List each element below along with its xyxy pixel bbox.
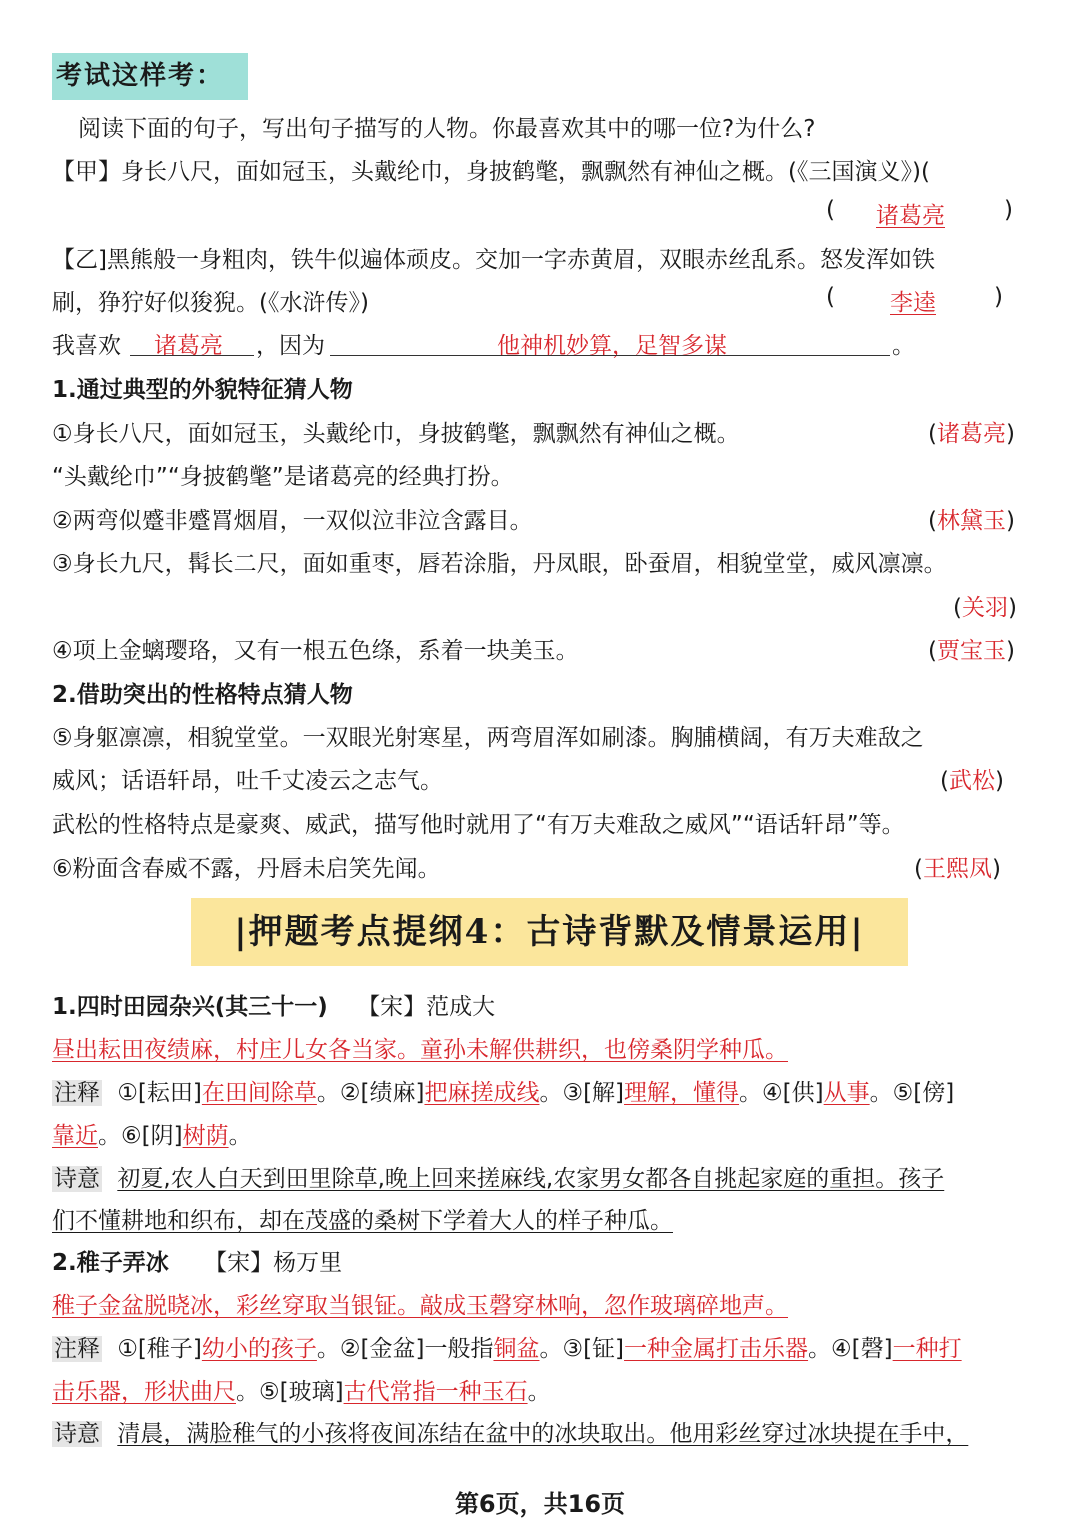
poem1-meaning-line1 xyxy=(52,1160,944,1193)
favorite-prefix: 我喜欢 xyxy=(52,333,121,359)
poem2-notes-line1 xyxy=(52,1330,962,1363)
sec1-title: 1.通过典型的外貌特征猜人物 xyxy=(52,377,353,403)
note-end: 。 xyxy=(527,1379,551,1405)
note-definition: 从事 xyxy=(823,1080,870,1106)
favorite-middle: ，因为 xyxy=(256,333,325,359)
note-term: 。④[磬] xyxy=(808,1336,893,1362)
note-term: 。④[供] xyxy=(739,1080,824,1106)
note-term: 。⑥[阴] xyxy=(98,1123,183,1149)
poem1-notes-line1 xyxy=(52,1074,954,1107)
answer-text: 贾宝玉 xyxy=(936,638,1006,664)
favorite-name: 诸葛亮 xyxy=(154,333,223,359)
note-term: 。⑤[玻璃] xyxy=(236,1379,344,1405)
sec1-item4-answer: (贾宝玉) xyxy=(928,638,1015,664)
sec2-title: 2.借助突出的性格特点猜人物 xyxy=(52,682,353,708)
answer-text: 武松 xyxy=(948,768,995,794)
note-term: 。③[钲] xyxy=(539,1336,625,1362)
exam-header: 考试这样考： xyxy=(52,53,248,100)
meaning-label: 诗意 xyxy=(54,1421,100,1447)
note-definition: 树荫 xyxy=(182,1123,229,1149)
yi-answer-close: ) xyxy=(994,284,1003,310)
note-term: ①[耘田] xyxy=(117,1080,202,1106)
poem2-text: 稚子金盆脱晓冰，彩丝穿取当银钲。敲成玉磬穿林响，忽作玻璃碎地声。 xyxy=(52,1293,788,1319)
favorite-reason-underline xyxy=(330,355,890,356)
answer-text: 关羽 xyxy=(961,595,1008,621)
poem2-notes-line2 xyxy=(52,1373,551,1406)
yi-answer: 李逵 xyxy=(890,290,936,316)
note-definition: 一种打 xyxy=(892,1336,962,1362)
note-term: 。⑤[傍] xyxy=(869,1080,955,1106)
jia-text: 【甲】身长八尺，面如冠玉，头戴纶巾，身披鹤氅，飘飘然有神仙之概。(《三国演义》)( xyxy=(52,159,930,185)
sec1-item1-answer: (诸葛亮) xyxy=(928,421,1015,447)
poem1-author: 【宋】范成大 xyxy=(357,994,496,1020)
note-term: ①[稚子] xyxy=(117,1336,202,1362)
poem2-author: 【宋】杨万里 xyxy=(204,1250,343,1276)
notes-label: 注释 xyxy=(54,1336,100,1362)
answer-text: 林黛玉 xyxy=(936,508,1006,534)
question-text: 阅读下面的句子，写出句子描写的人物。你最喜欢其中的哪一位?为什么? xyxy=(78,116,816,142)
poem1-meaning-line2: 们不懂耕地和织布，却在茂盛的桑树下学着大人的样子种瓜。 xyxy=(52,1208,673,1234)
sec2-item5-line1: ⑤身躯凛凛，相貌堂堂。一双眼光射寒星，两弯眉浑如刷漆。胸脯横阔，有万夫难敌之 xyxy=(52,725,924,751)
poem1-text: 昼出耘田夜绩麻，村庄儿女各当家。童孙未解供耕织，也傍桑阴学种瓜。 xyxy=(52,1037,788,1063)
jia-answer-close: ) xyxy=(1004,197,1013,223)
poem1-title-row xyxy=(52,988,495,1021)
sec2-item6: ⑥粉面含春威不露，丹唇未启笑先闻。 xyxy=(52,856,441,882)
poem1-title: 1.四时田园杂兴(其三十一) xyxy=(52,994,328,1020)
poem2-meaning-line1 xyxy=(52,1415,968,1448)
page-number: 第6页，共16页 xyxy=(454,1490,626,1518)
note-end: 。 xyxy=(228,1123,252,1149)
favorite-end: 。 xyxy=(892,333,915,359)
note-term: 。②[绩麻] xyxy=(316,1080,425,1106)
poem2-title: 2.稚子弄冰 xyxy=(52,1250,169,1276)
favorite-reason: 他神机妙算，足智多谋 xyxy=(497,333,727,359)
note-definition: 在田间除草 xyxy=(201,1080,317,1106)
sec2-item5-answer: (武松) xyxy=(940,768,1004,794)
note-definition: 铜盆 xyxy=(493,1336,540,1362)
note-term: 。②[金盆]一般指 xyxy=(316,1336,494,1362)
note-term: 。③[解] xyxy=(539,1080,625,1106)
meaning-label: 诗意 xyxy=(54,1166,100,1192)
note-definition: 击乐器，形状曲尺 xyxy=(52,1379,236,1405)
note-definition: 理解，懂得 xyxy=(624,1080,740,1106)
jia-answer: 诸葛亮 xyxy=(876,203,945,229)
note-definition: 古代常指一种玉石 xyxy=(343,1379,528,1405)
favorite-name-underline xyxy=(130,355,254,356)
sec1-item3-answer: (关羽) xyxy=(953,595,1017,621)
sec2-item5-line2: 威风；话语轩昂，吐千丈凌云之志气。 xyxy=(52,768,443,794)
note-definition: 幼小的孩子 xyxy=(201,1336,317,1362)
meaning-text: 清晨，满脸稚气的小孩将夜间冻结在盆中的冰块取出。他用彩丝穿过冰块提在手中， xyxy=(117,1421,969,1447)
section-banner: |押题考点提纲4：古诗背默及情景运用| xyxy=(191,898,908,966)
yi-answer-open: ( xyxy=(826,284,835,310)
sec2-item6-answer: (王熙凤) xyxy=(914,856,1001,882)
note-definition: 一种金属打击乐器 xyxy=(624,1336,809,1362)
sec1-item3: ③身长九尺，髯长二尺，面如重枣，唇若涂脂，丹凤眼，卧蚕眉，相貌堂堂，威风凛凛。 xyxy=(52,551,947,577)
yi-line2: 刷，狰狞好似狻猊。(《水浒传》) xyxy=(52,290,369,316)
sec1-item2: ②两弯似蹙非蹙罥烟眉，一双似泣非泣含露目。 xyxy=(52,508,533,534)
answer-text: 王熙凤 xyxy=(922,856,992,882)
poem1-notes-line2 xyxy=(52,1117,252,1150)
sec2-note: 武松的性格特点是豪爽、威武，描写他时就用了“有万夫难敌之威风”“语话轩昂”等。 xyxy=(52,812,905,838)
sec1-item2-answer: (林黛玉) xyxy=(928,508,1015,534)
sec1-item1: ①身长八尺，面如冠玉，头戴纶巾，身披鹤氅，飘飘然有神仙之概。 xyxy=(52,421,740,447)
poem2-title-row xyxy=(52,1244,342,1277)
notes-label: 注释 xyxy=(54,1080,100,1106)
jia-answer-open: ( xyxy=(826,197,835,223)
note-definition: 把麻搓成线 xyxy=(424,1080,540,1106)
sec1-item4: ④项上金螭璎珞，又有一根五色绦，系着一块美玉。 xyxy=(52,638,579,664)
sec1-item1-note: “头戴纶巾”“身披鹤氅”是诸葛亮的经典打扮。 xyxy=(52,464,514,490)
meaning-text: 初夏,农人白天到田里除草,晚上回来搓麻线,农家男女都各自挑起家庭的重担。孩子 xyxy=(117,1166,945,1192)
note-definition: 靠近 xyxy=(52,1123,98,1149)
answer-text: 诸葛亮 xyxy=(936,421,1006,447)
yi-line1: 【乙]黑熊般一身粗肉，铁牛似遍体顽皮。交加一字赤黄眉，双眼赤丝乱系。怒发浑如铁 xyxy=(52,247,935,273)
